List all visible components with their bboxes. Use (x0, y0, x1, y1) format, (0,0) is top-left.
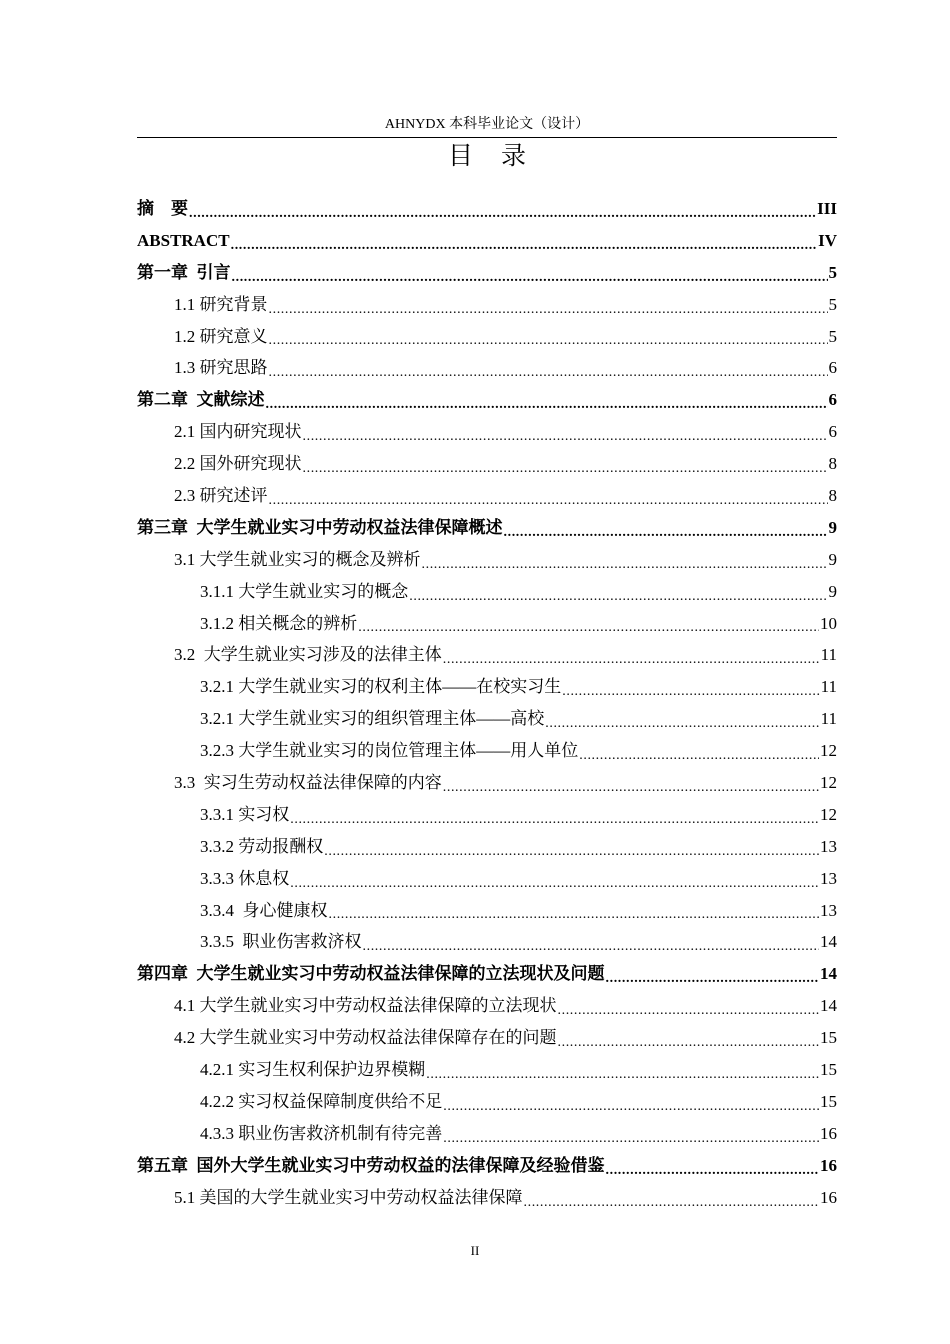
toc-entry[interactable] (137, 576, 837, 608)
toc-entry-page: 12 (820, 741, 837, 761)
toc-entry-label: 4.3.3 职业伤害救济机制有待完善 (200, 1123, 443, 1143)
toc-entry-label: 4.1 大学生就业实习中劳动权益法律保障的立法现状 (174, 996, 557, 1016)
table-of-contents (137, 193, 837, 1214)
toc-entry-label: 1.2 研究意义 (174, 326, 268, 346)
dot-leader (269, 336, 828, 352)
toc-entry-page: 13 (820, 836, 837, 856)
toc-entry-label: 第三章 大学生就业实习中劳动权益法律保障概述 (137, 517, 503, 537)
toc-entry-page: 5 (828, 262, 837, 282)
toc-entry[interactable] (137, 767, 837, 799)
dot-leader (524, 1198, 820, 1214)
dot-leader (269, 368, 828, 384)
toc-entry[interactable] (137, 448, 837, 480)
toc-entry-label: 3.3.2 劳动报酬权 (200, 836, 324, 856)
toc-entry[interactable] (137, 1118, 837, 1150)
dot-leader (443, 655, 820, 671)
toc-entry[interactable] (137, 384, 837, 416)
toc-entry[interactable] (137, 257, 837, 289)
dot-leader (443, 1134, 819, 1150)
dot-leader (606, 974, 820, 990)
toc-entry[interactable] (137, 608, 837, 640)
dot-leader (562, 687, 819, 703)
toc-entry-label: 4.2 大学生就业实习中劳动权益法律保障存在的问题 (174, 1028, 557, 1048)
toc-entry[interactable] (137, 639, 837, 671)
toc-entry-label: 3.3.1 实习权 (200, 804, 290, 824)
toc-entry[interactable] (137, 289, 837, 321)
toc-entry-page: 6 (828, 422, 837, 442)
toc-entry-label: 第五章 国外大学生就业实习中劳动权益的法律保障及经验借鉴 (137, 1155, 605, 1175)
toc-entry-label: 摘 要 (137, 198, 188, 218)
toc-entry-page: 14 (820, 932, 837, 952)
dot-leader (422, 560, 828, 576)
toc-entry-label: 3.2.1 大学生就业实习的组织管理主体——高校 (200, 709, 545, 729)
toc-entry[interactable] (137, 863, 837, 895)
toc-title: 目录 (447, 141, 554, 170)
toc-entry[interactable] (137, 544, 837, 576)
dot-leader (426, 1070, 819, 1086)
toc-entry-page: 8 (828, 454, 837, 474)
toc-entry-label: ABSTRACT (137, 230, 230, 250)
toc-entry-page: 10 (820, 613, 837, 633)
toc-entry[interactable] (137, 958, 837, 990)
toc-entry-page: III (817, 198, 837, 218)
toc-entry-label: 2.2 国外研究现状 (174, 454, 302, 474)
toc-entry-page: 14 (820, 996, 837, 1016)
dot-leader (266, 400, 828, 416)
toc-entry[interactable] (137, 990, 837, 1022)
dot-leader (443, 1102, 819, 1118)
dot-leader (303, 432, 828, 448)
toc-entry-page: 5 (828, 326, 837, 346)
toc-entry[interactable] (137, 735, 837, 767)
dot-leader (558, 1038, 820, 1054)
toc-entry[interactable] (137, 352, 837, 384)
toc-entry[interactable] (137, 1086, 837, 1118)
toc-entry-label: 1.3 研究思路 (174, 358, 268, 378)
toc-entry-page: 6 (828, 358, 837, 378)
dot-leader (409, 592, 827, 608)
dot-leader (504, 528, 828, 544)
toc-entry[interactable] (137, 416, 837, 448)
toc-entry[interactable] (137, 1182, 837, 1214)
toc-entry-page: 14 (820, 964, 837, 984)
toc-entry[interactable] (137, 193, 837, 225)
toc-entry-page: 12 (820, 772, 837, 792)
dot-leader (269, 496, 828, 512)
toc-entry-page: 11 (820, 677, 837, 697)
toc-entry-page: 9 (828, 517, 837, 537)
dot-leader (443, 783, 819, 799)
dot-leader (545, 719, 819, 735)
toc-entry-page: 16 (820, 1155, 837, 1175)
dot-leader (324, 847, 819, 863)
toc-entry-label: 3.2 大学生就业实习涉及的法律主体 (174, 645, 442, 665)
toc-entry-label: 3.1.1 大学生就业实习的概念 (200, 581, 409, 601)
toc-entry-page: 15 (820, 1091, 837, 1111)
toc-entry[interactable] (137, 895, 837, 927)
dot-leader (189, 209, 816, 225)
dot-leader (358, 623, 819, 639)
toc-entry-page: 13 (820, 868, 837, 888)
toc-entry-page: 16 (820, 1123, 837, 1143)
running-header: AHNYDX 本科毕业论文（设计） (384, 117, 590, 132)
page-number: II (470, 1243, 480, 1258)
toc-entry-label: 第一章 引言 (137, 262, 231, 282)
toc-entry-page: 5 (828, 294, 837, 314)
toc-entry-page: 16 (820, 1187, 837, 1207)
toc-entry-label: 3.2.3 大学生就业实习的岗位管理主体——用人单位 (200, 741, 579, 761)
dot-leader (231, 241, 818, 257)
toc-entry[interactable] (137, 225, 837, 257)
toc-entry[interactable] (137, 1022, 837, 1054)
dot-leader (579, 751, 819, 767)
toc-entry-page: 15 (820, 1059, 837, 1079)
dot-leader (558, 1006, 820, 1022)
toc-entry[interactable] (137, 831, 837, 863)
dot-leader (290, 879, 819, 895)
toc-entry[interactable] (137, 799, 837, 831)
toc-entry-label: 2.3 研究述评 (174, 485, 268, 505)
toc-entry-page: 13 (820, 900, 837, 920)
toc-entry-label: 2.1 国内研究现状 (174, 422, 302, 442)
toc-entry-page: 11 (820, 709, 837, 729)
toc-entry[interactable] (137, 671, 837, 703)
dot-leader (290, 815, 819, 831)
toc-entry-page: 15 (820, 1028, 837, 1048)
toc-entry-page: 8 (828, 485, 837, 505)
dot-leader (232, 273, 828, 289)
toc-entry-label: 第四章 大学生就业实习中劳动权益法律保障的立法现状及问题 (137, 964, 605, 984)
toc-entry-label: 3.1.2 相关概念的辨析 (200, 613, 358, 633)
toc-entry[interactable] (137, 512, 837, 544)
toc-entry[interactable] (137, 321, 837, 353)
dot-leader (303, 464, 828, 480)
dot-leader (606, 1166, 820, 1182)
toc-entry[interactable] (137, 926, 837, 958)
toc-entry[interactable] (137, 480, 837, 512)
toc-entry-page: 11 (820, 645, 837, 665)
toc-entry-page: 6 (828, 390, 837, 410)
toc-entry-page: IV (818, 230, 837, 250)
dot-leader (329, 910, 820, 926)
toc-entry-label: 3.3.4 身心健康权 (200, 900, 328, 920)
toc-entry-label: 3.3.3 休息权 (200, 868, 290, 888)
toc-entry[interactable] (137, 1054, 837, 1086)
toc-entry-label: 4.2.2 实习权益保障制度供给不足 (200, 1091, 443, 1111)
toc-entry-label: 3.1 大学生就业实习的概念及辨析 (174, 549, 421, 569)
toc-entry[interactable] (137, 1150, 837, 1182)
toc-entry-label: 4.2.1 实习生权利保护边界模糊 (200, 1059, 426, 1079)
toc-entry-page: 9 (828, 581, 837, 601)
dot-leader (363, 942, 820, 958)
toc-entry-label: 1.1 研究背景 (174, 294, 268, 314)
dot-leader (269, 305, 828, 321)
header-rule (137, 137, 837, 138)
toc-entry-label: 3.2.1 大学生就业实习的权利主体——在校实习生 (200, 677, 562, 697)
toc-entry-page: 12 (820, 804, 837, 824)
toc-entry-label: 第二章 文献综述 (137, 390, 265, 410)
toc-entry-label: 5.1 美国的大学生就业实习中劳动权益法律保障 (174, 1187, 523, 1207)
toc-entry-page: 9 (828, 549, 837, 569)
toc-entry[interactable] (137, 703, 837, 735)
toc-entry-label: 3.3 实习生劳动权益法律保障的内容 (174, 772, 442, 792)
toc-entry-label: 3.3.5 职业伤害救济权 (200, 932, 362, 952)
